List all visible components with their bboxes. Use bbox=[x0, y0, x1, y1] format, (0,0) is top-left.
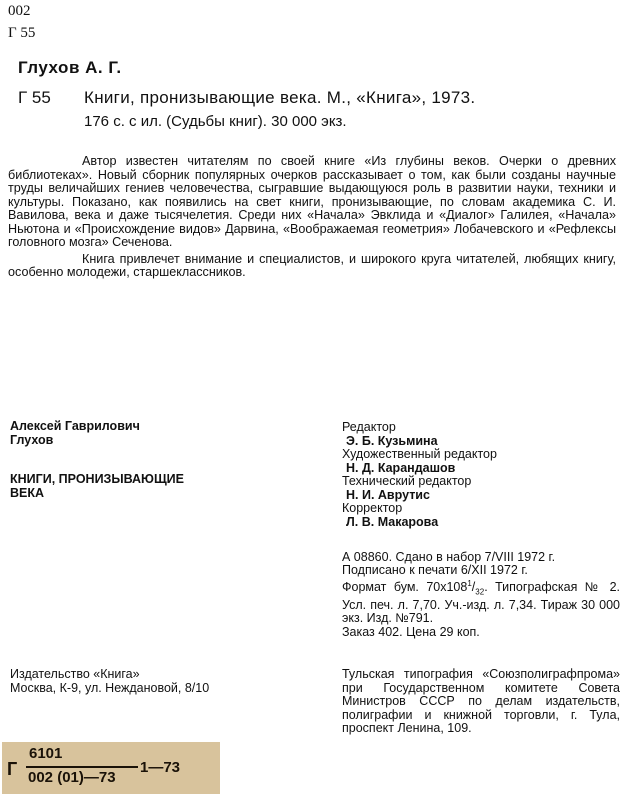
imprint-author bbox=[10, 419, 190, 447]
imprint-title-line-1: КНИГИ, ПРОНИЗЫВАЮЩИЕ bbox=[10, 472, 184, 486]
print-specs: А 08860. Сдано в набор 7/VIII 1972 г. Подписано к печати 6/XII 1972 г. Формат бум. $70х108^1/_{32}$. Типографская № 2. Усл. печ. л. 7,70. Уч.-изд. л. 7,34. Тираж 30 000 экз. Изд. №791. Заказ 402. Цена 29 коп. bbox=[342, 550, 620, 639]
specs-order-price: Заказ 402. Цена 29 коп. bbox=[342, 624, 480, 639]
imprint-title bbox=[10, 472, 250, 500]
art-editor-name: Н. Д. Карандашов bbox=[346, 460, 456, 475]
catalog-description: 176 с. с ил. (Судьбы книг). 30 000 экз. bbox=[84, 113, 347, 130]
catalog-author: Глухов А. Г. bbox=[18, 58, 122, 77]
bbk-index: Г 55 bbox=[8, 25, 36, 41]
publisher-name: Издательство «Книга» bbox=[10, 667, 140, 681]
annotation-paragraph-2: Книга привлечет внимание и специалистов, и широкого круга читателей, любящих книгу, особенно молодежи, старшеклассников. bbox=[8, 251, 616, 279]
imprint-title-line-2: ВЕКА bbox=[10, 486, 45, 500]
art-editor-role: Художественный редактор bbox=[342, 447, 497, 461]
specs-fraction-den: 32 bbox=[475, 588, 485, 598]
annotation bbox=[8, 155, 616, 280]
specs-line-2: Подписано к печати 6/XII 1972 г. bbox=[342, 563, 528, 578]
corrector-role: Корректор bbox=[342, 501, 403, 515]
publisher bbox=[10, 668, 310, 695]
publisher-address: Москва, К-9, ул. Неждановой, 8/10 bbox=[10, 680, 210, 695]
stamp-tail: 1—73 bbox=[140, 759, 181, 776]
specs-fraction-num: 1 bbox=[467, 579, 472, 589]
editor-name: Э. Б. Кузьмина bbox=[346, 433, 438, 448]
stamp-letter: Г bbox=[7, 759, 18, 779]
specs-details: . Типографская № 2. Усл. печ. л. 7,70. Уч.-изд. л. 7,34. Тираж 30 000 экз. Изд. №791. bbox=[342, 580, 620, 626]
specs-line-1: А 08860. Сдано в набор 7/VIII 1972 г. bbox=[342, 550, 556, 564]
tech-editor-name: Н. И. Аврутис bbox=[346, 487, 430, 502]
tech-editor-role: Технический редактор bbox=[342, 474, 472, 488]
stamp-denominator: 002 (01)—73 bbox=[28, 769, 116, 786]
stamp-numerator: 6101 bbox=[29, 745, 63, 762]
printer-info: Тульская типография «Союзполиграфпрома» при Государственном комитете Совета Министров СССР по делам издательств, полиграфии и книжной торговли, г. Тула, проспект Ленина, 109. bbox=[342, 667, 620, 735]
catalog-stamp bbox=[2, 742, 220, 794]
corrector-name: Л. В. Макарова bbox=[346, 514, 439, 529]
annotation-paragraph-1: Автор известен читателям по своей книге «Из глубины веков. Очерки о древних библиотеках». Новый сборник популярных очерков рассказывает о том, как были созданы научные труды величайших гениев человечества, сыгравшие выдающуюся роль в развитии науки, техники и культуры. Показано, как появились на свет книги, пронизывающие, по словам академика С. И. Вавилова, века и даже тысячелетия. Среди них «Начала» Эвклида и «Диалог» Галилея, «Начала» Ньютона и «Происхождение видов» Дарвина, «Воображаемая геометрия» Лобачевского и «Рефлексы головного мозга» Сеченова. bbox=[8, 154, 616, 249]
specs-format: Формат бум. 70х108 bbox=[342, 580, 468, 595]
catalog-title-line: Книги, пронизывающие века. М., «Книга», 1973. bbox=[84, 88, 476, 107]
imprint-author-last: Глухов bbox=[10, 433, 54, 447]
imprint-author-first: Алексей Гаврилович bbox=[10, 419, 140, 433]
credits bbox=[342, 421, 622, 529]
udk-index: 002 bbox=[8, 3, 31, 19]
stamp-fraction-bar bbox=[26, 766, 138, 768]
editor-role: Редактор bbox=[342, 420, 396, 434]
catalog-code: Г 55 bbox=[18, 88, 51, 107]
